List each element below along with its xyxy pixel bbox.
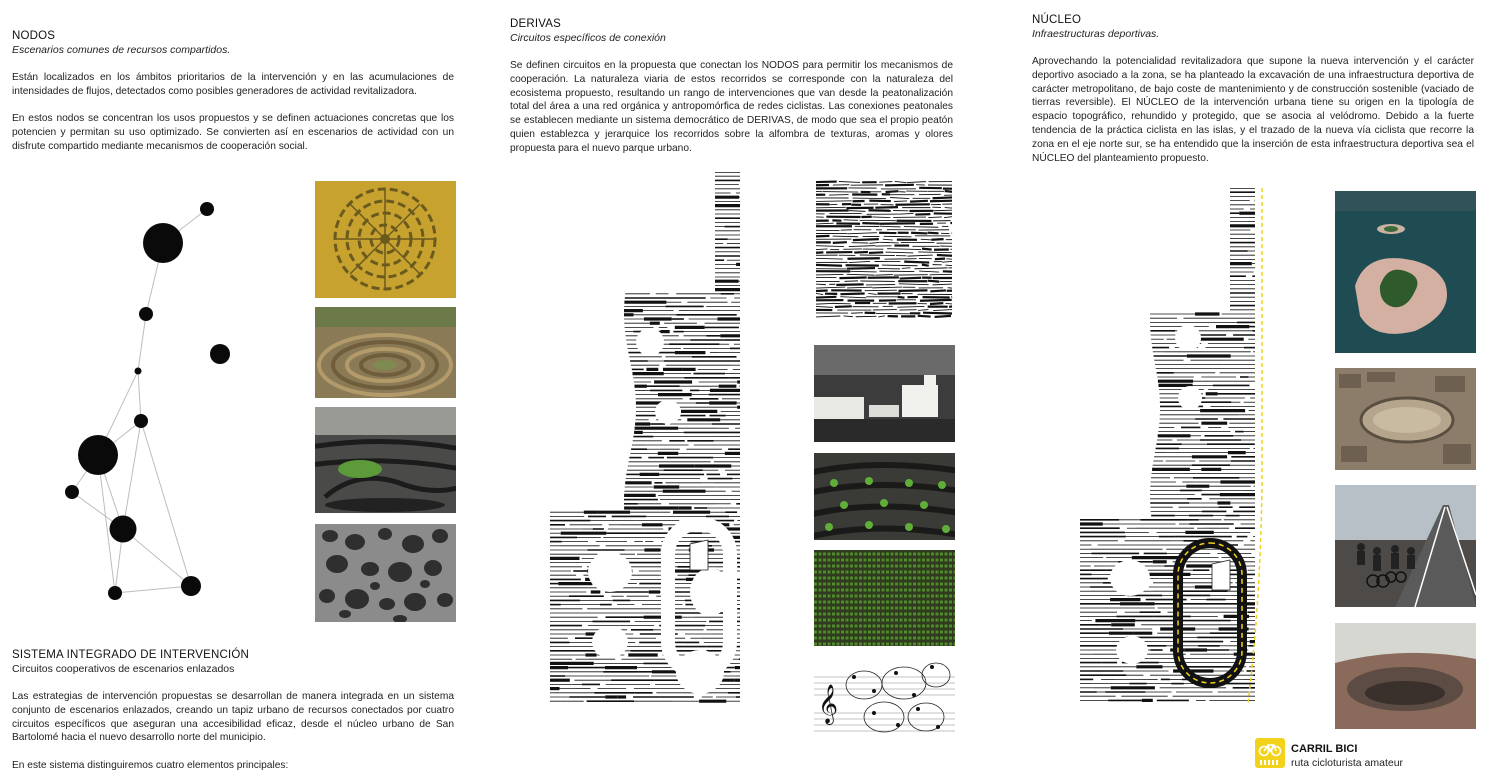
node-large (143, 223, 183, 263)
porous-rock-photo (315, 524, 456, 622)
sistema-paragraph-1: Las estrategias de intervención propuestas se desarrollan de manera integrada en un sistema conjunto de escenarios enlazados, creando un tapiz urbano de recursos conectados por cuatro circuitos específicos que aseguran una accesibilidad eficaz, desde el núcleo urbano de San Bartolomé hacia el nuevo desarrollo norte del municipio. (12, 691, 454, 744)
bicycle-icon (1255, 738, 1285, 768)
sistema-title: SISTEMA INTEGRADO DE INTERVENCIÓN (12, 649, 250, 661)
legend-title: CARRIL BICI (1291, 743, 1358, 755)
legend-subtitle: ruta cicloturista amateur (1291, 757, 1404, 769)
node-small (200, 202, 214, 216)
nodos-paragraph-1: Están localizados en los ámbitos prioritarios de la intervención y en las acumulaciones de intensidades de flujos, detectados como posibles generadores de actividad revitalizadora. (12, 72, 454, 97)
line-texture-drawing (814, 178, 955, 328)
volcanic-crater-photo (1335, 623, 1476, 729)
terraced-circles-photo (315, 307, 456, 398)
nucleo-paragraph: Aprovechando la potencialidad revitalizadora que supone la nueva intervención y el carácter deportivo asociado a la zona, se ha planteado la excavación de una infraestructura deportiva de carácter metropolitano, de bajo coste de mantenimiento y de construcción sostenible (vaciado de tierras reversible). El NÚCLEO de la intervención urbana tiene su origen en la tipología de espacio topográfico, rehundido y protegido, que se asocia al velódromo. Debido a la fuerte tendencia de la práctica ciclista en las islas, y el trazado de la nueva vía ciclista que recorre la zona en el eje norte sur, se ha entendido que la inserción de esta infraestructura deportiva sea el NÚCLEO del planteamiento propuesto. (1032, 56, 1474, 164)
derivas-subtitle: Circuitos específicos de conexión (510, 32, 666, 44)
derivas-line-plan (550, 172, 745, 742)
nucleo-subtitle: Infraestructuras deportivas. (1032, 28, 1160, 40)
island-aerial-photo (1335, 191, 1476, 353)
cyclists-road-photo (1335, 485, 1476, 607)
nucleo-line-plan (1070, 188, 1270, 718)
svg-text:𝄞: 𝄞 (818, 684, 839, 724)
crop-circle-photo (315, 181, 456, 298)
crop-field-photo (814, 550, 955, 646)
nodos-title: NODOS (12, 30, 56, 42)
derivas-title: DERIVAS (510, 18, 562, 30)
nucleo-title: NÚCLEO (1032, 14, 1082, 26)
sistema-paragraph-2: En este sistema distinguiremos cuatro elementos principales: (12, 760, 289, 771)
sistema-subtitle: Circuitos cooperativos de escenarios enlazados (12, 663, 235, 675)
nodos-paragraph-2: En estos nodos se concentran los usos propuestos y se definen actuaciones concretas que los potencien y permitan su uso optimizado. Se convierten así en escenarios de actividad con un disfrute compartido mediante mecanismos de cooperación social. (12, 113, 454, 152)
derivas-paragraph: Se definen circuitos en la propuesta que conectan los NODOS para permitir los mecanismos de cooperación. La naturaleza viaria de estos recorridos se corresponde con la naturaleza del ecosistema propuesto, resultando un rango de intervenciones que van desde la peatonalización total del área a una red orgánica y antropomórfica de redes ciclistas. Las conexiones peatonales se establecen mediante un sistema democrático de DERIVAS, de modo que sea el propio peatón quien establezca y jerarquice los recorridos sobre la alfombra de texturas, aromas y olores propuesta para el nuevo parque urbano. (510, 60, 953, 154)
vineyard-rows-photo (814, 453, 955, 540)
node-network-diagram (40, 190, 270, 610)
stadium-aerial-photo (1335, 368, 1476, 470)
white-houses-photo (814, 345, 955, 442)
music-score-sketch (814, 655, 955, 742)
nodos-subtitle: Escenarios comunes de recursos compartidos. (12, 44, 231, 56)
bike-lane-legend-icon (1255, 738, 1285, 768)
volcanic-vineyard-photo (315, 407, 456, 513)
